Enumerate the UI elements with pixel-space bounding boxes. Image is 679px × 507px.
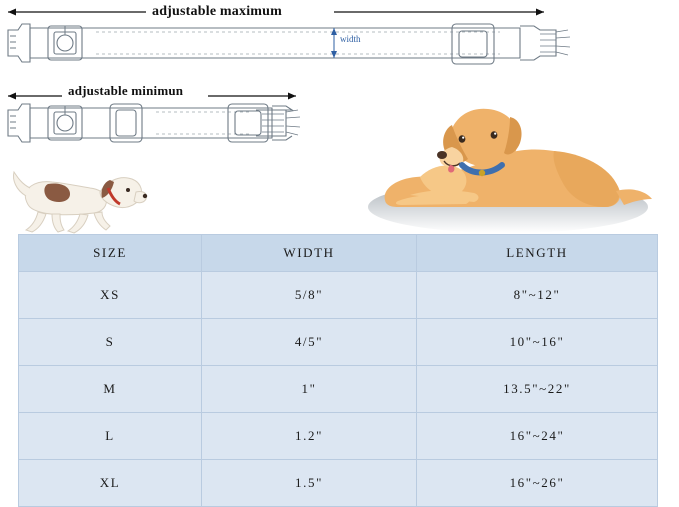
cell-length: 10"~16" <box>417 319 658 366</box>
cell-size: S <box>19 319 202 366</box>
header-width: WIDTH <box>202 235 417 272</box>
cell-size: XS <box>19 272 202 319</box>
header-length: LENGTH <box>417 235 658 272</box>
cell-width: 4/5" <box>202 319 417 366</box>
table-row <box>19 460 658 507</box>
cell-length: 8"~12" <box>417 272 658 319</box>
adjustable-maximum-label: adjustable maximum <box>152 4 282 19</box>
cell-size: M <box>19 366 202 413</box>
cell-size: L <box>19 413 202 460</box>
table-header-row <box>19 235 658 272</box>
table-row <box>19 366 658 413</box>
running-dog-svg <box>8 158 148 238</box>
cell-width: 1.2" <box>202 413 417 460</box>
header-size: SIZE <box>19 235 202 272</box>
table-row <box>19 413 658 460</box>
cell-width: 1.5" <box>202 460 417 507</box>
table-row <box>19 272 658 319</box>
laying-golden-retriever-illustration <box>358 95 658 245</box>
cell-size: XL <box>19 460 202 507</box>
adjustable-minimum-label: adjustable minimun <box>68 83 184 98</box>
width-label: width <box>340 34 361 44</box>
table-row <box>19 319 658 366</box>
laying-dog-svg <box>358 95 658 245</box>
cell-width: 1" <box>202 366 417 413</box>
running-dog-illustration <box>8 158 148 238</box>
cell-width: 5/8" <box>202 272 417 319</box>
cell-length: 16"~26" <box>417 460 658 507</box>
cell-length: 13.5"~22" <box>417 366 658 413</box>
size-table <box>18 234 658 507</box>
cell-length: 16"~24" <box>417 413 658 460</box>
